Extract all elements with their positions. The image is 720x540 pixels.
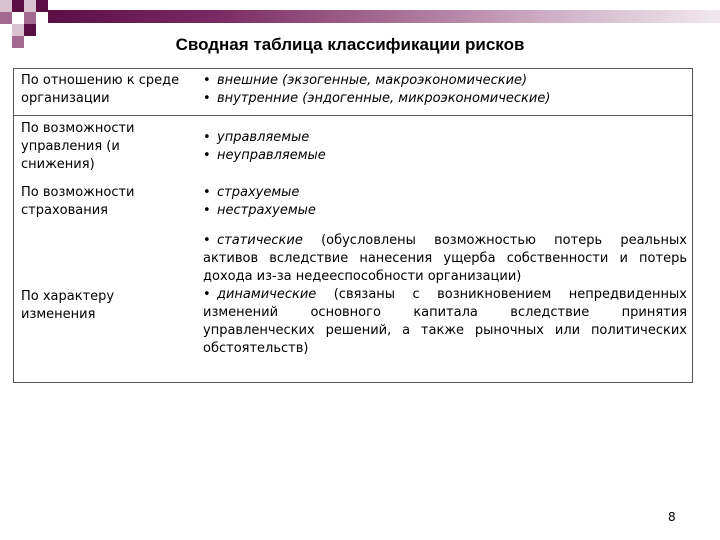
item-term: статические bbox=[217, 233, 303, 248]
list-item bbox=[203, 232, 687, 286]
decor-square bbox=[36, 0, 48, 12]
row-label: По отношению к среде организации bbox=[21, 73, 180, 106]
item-term: нестрахуемые bbox=[217, 203, 316, 218]
list-item bbox=[203, 202, 687, 220]
list-item bbox=[203, 72, 687, 90]
list-item bbox=[203, 184, 687, 202]
item-term: динамические bbox=[217, 287, 317, 302]
list-item bbox=[203, 147, 687, 165]
decor-square bbox=[0, 12, 12, 24]
row-items bbox=[203, 129, 687, 165]
row-label: По возможности страхования bbox=[21, 185, 135, 218]
list-item bbox=[203, 286, 687, 358]
decor-square bbox=[24, 0, 36, 12]
row-items bbox=[203, 232, 687, 358]
header-gradient-bar bbox=[48, 10, 720, 23]
page-title: Сводная таблица классификации рисков bbox=[175, 35, 525, 54]
item-description: (обусловлены возможностью потерь реальных активов вследствие нанесения ущерба собственности и потерь дохода из-за недееспособности организации) bbox=[203, 233, 687, 284]
page-number: 8 bbox=[668, 510, 676, 524]
row-divider bbox=[14, 115, 692, 116]
item-term: внешние (экзогенные, макроэкономические) bbox=[217, 73, 528, 88]
bullet-icon: • bbox=[203, 73, 211, 88]
bullet-icon: • bbox=[203, 287, 211, 302]
decor-square bbox=[12, 0, 24, 12]
row-items bbox=[203, 184, 687, 220]
row-label: По возможности управления (и снижения) bbox=[21, 121, 135, 172]
bullet-icon: • bbox=[203, 233, 211, 248]
decor-square bbox=[0, 0, 12, 12]
item-term: неуправляемые bbox=[217, 148, 326, 163]
list-item bbox=[203, 129, 687, 147]
bullet-icon: • bbox=[203, 185, 211, 200]
bullet-icon: • bbox=[203, 91, 211, 106]
bullet-icon: • bbox=[203, 148, 211, 163]
row-label: По характеру изменения bbox=[21, 289, 115, 322]
bullet-icon: • bbox=[203, 130, 211, 145]
decor-square bbox=[24, 12, 36, 24]
item-term: управляемые bbox=[217, 130, 310, 145]
item-term: страхуемые bbox=[217, 185, 300, 200]
classification-table bbox=[13, 68, 693, 383]
bullet-icon: • bbox=[203, 203, 211, 218]
row-items bbox=[203, 72, 687, 108]
item-description: (связаны с возникновением непредвиденных изменений основного капитала вследствие принятия управленческих решений, а также рыночных или политических обстоятельств) bbox=[203, 287, 687, 356]
item-term: внутренние (эндогенные, микроэкономические) bbox=[217, 91, 551, 106]
list-item bbox=[203, 90, 687, 108]
